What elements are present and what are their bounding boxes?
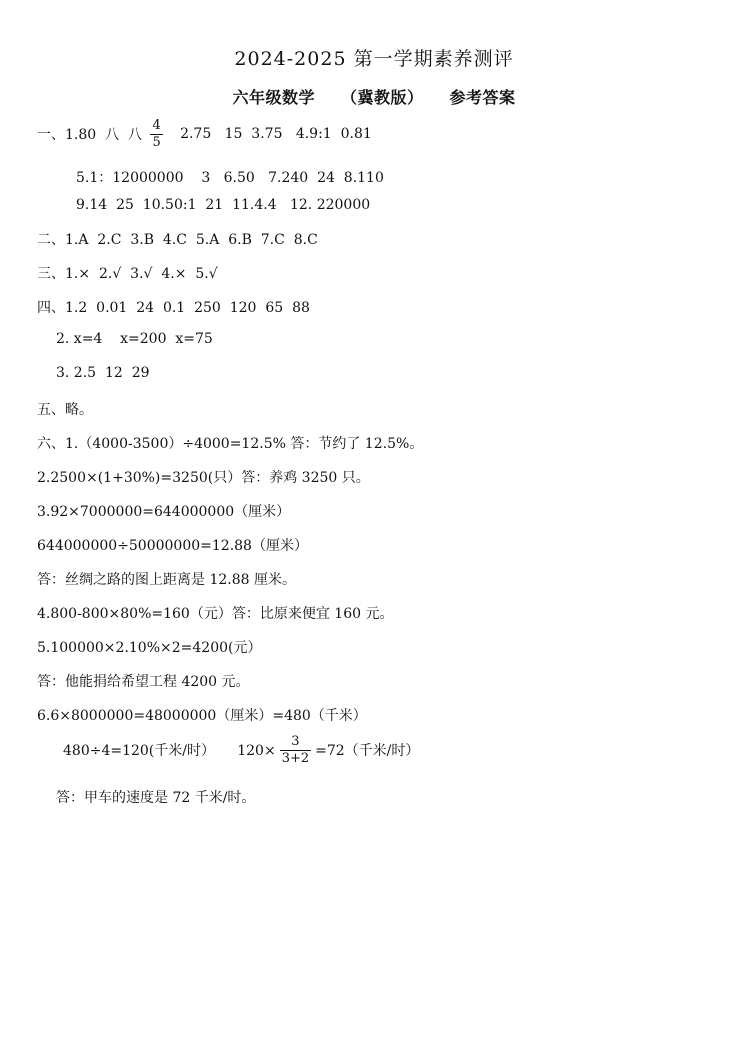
answer-line [76,197,370,213]
answer-text: 2. x=4 x=200 x=75 [56,331,213,347]
answer-text: 答：甲车的速度是 72 千米/时。 [56,790,256,806]
page-subtitle [0,85,748,108]
answer-line [37,433,423,453]
fraction-numerator: 3 [291,734,300,749]
answer-text: 答：丝绸之路的图上距离是 12.88 厘米。 [37,572,296,588]
answer-text: 4.800-800×80%=160（元）答：比原来便宜 160 元。 [37,606,394,622]
answer-text: 3.92×7000000=644000000（厘米） [37,504,291,520]
answer-line [37,263,218,283]
answer-line [76,167,384,187]
fraction-numerator: 4 [152,118,161,133]
answer-line [63,734,419,766]
answer-text: 3. 2.5 12 29 [56,365,150,381]
answer-line [37,569,296,589]
answer-line [37,637,261,657]
answer-text: 2.75 15 3.75 4.9:1 0.81 [166,126,372,143]
page-title: 2024-2025 第一学期素养测评 [234,48,514,70]
answer-text: =72（千米/时） [315,743,420,760]
answer-line [37,118,372,150]
answer-line [37,297,310,317]
answer-line [37,535,308,555]
answer-line [37,501,290,521]
answer-text: 三、1.× 2.√ 3.√ 4.× 5.√ [37,266,218,282]
answer-line [37,229,318,249]
fraction-denominator: 3+2 [281,750,310,766]
answer-text: 2.2500×(1+30%)=3250(只）答：养鸡 3250 只。 [37,470,370,486]
fraction-denominator: 5 [152,134,161,150]
answer-line [37,671,250,691]
answer-text: 5.100000×2.10%×2=4200(元） [37,640,262,656]
answer-text: 答：他能捐给希望工程 4200 元。 [37,674,250,690]
answer-text: 6.6×8000000=48000000（厘米）=480（千米） [37,708,367,724]
answer-text: 5.1：12000000 3 6.50 7.240 24 8.110 [76,170,384,186]
answer-text: 9.14 25 10.50:1 21 11.4.4 12. 220000 [76,197,371,213]
answer-line [56,787,255,807]
subtitle-answer-key: 参考答案 [449,88,516,107]
answer-text: 480÷4=120(千米/时） 120× [63,743,276,760]
answer-line [37,705,367,725]
answer-text: 六、1.（4000-3500）÷4000=12.5% 答：节约了 12.5%。 [37,436,424,452]
fraction [150,118,162,150]
answer-line [56,365,150,381]
subtitle-edition: （冀教版） [340,88,424,107]
answer-text: 644000000÷50000000=12.88（厘米） [37,538,308,554]
subtitle-grade: 六年级数学 [232,88,315,107]
fraction [280,734,311,766]
answer-line [37,467,370,487]
answer-line [56,331,213,347]
answer-text: 四、1.2 0.01 24 0.1 250 120 65 88 [37,300,310,316]
answer-text: 一、1.80 八 八 [37,127,147,144]
answer-line [37,603,393,623]
answer-text: 五、略。 [37,402,93,418]
answer-text: 二、1.A 2.C 3.B 4.C 5.A 6.B 7.C 8.C [37,232,318,248]
answer-line [37,399,93,419]
